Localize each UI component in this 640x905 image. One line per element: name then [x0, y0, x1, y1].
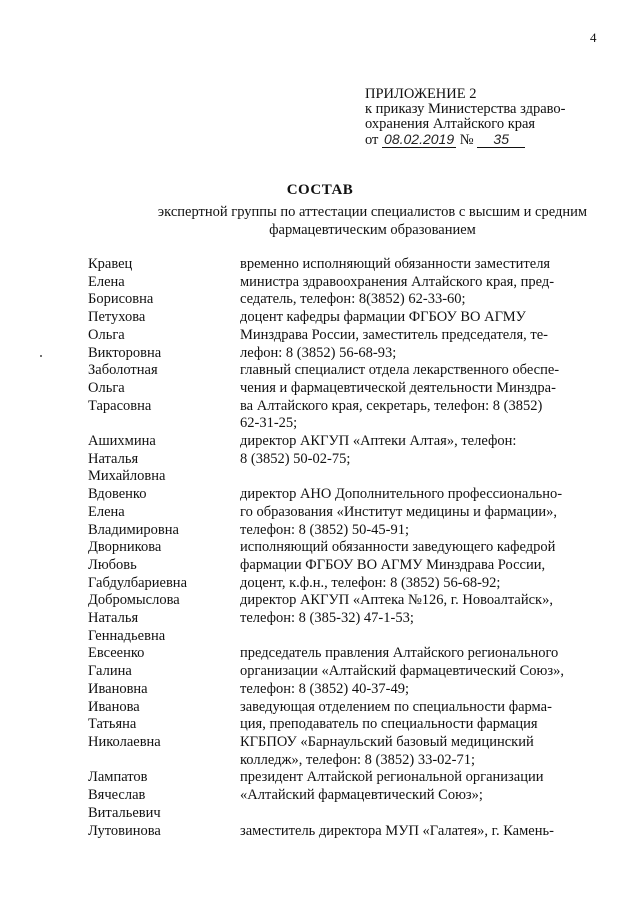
member-description — [240, 256, 585, 309]
member-description-line: директор АКГУП «Аптеки Алтая», телефон: — [240, 433, 517, 450]
member-name — [88, 539, 240, 592]
member-name-line: Геннадьевна — [88, 627, 166, 644]
member-entry — [88, 769, 585, 822]
member-name-line: Петухова — [88, 309, 146, 326]
member-entry — [88, 486, 585, 539]
member-name-line: Владимировна — [88, 521, 179, 538]
page-subtitle — [120, 203, 625, 239]
member-name-line: Вдовенко — [88, 486, 147, 503]
appendix-line-1: к приказу Министерства здраво- — [365, 101, 566, 117]
member-name-line: Борисовна — [88, 291, 154, 308]
member-description-line: «Алтайский фармацевтический Союз»; — [240, 787, 483, 804]
subtitle-line-1: экспертной группы по аттестации специалистов с высшим и средним — [157, 204, 588, 220]
member-description — [240, 645, 585, 698]
date-value: 08.02.2019 — [384, 131, 455, 147]
member-description-line: председатель правления Алтайского регионального — [240, 645, 559, 662]
member-description — [240, 362, 585, 433]
member-description-line: Минздрава России, заместитель председателя, те- — [240, 326, 548, 343]
member-description-line: фармации ФГБОУ ВО АГМУ Минздрава России, — [240, 556, 546, 573]
page-number: 4 — [590, 30, 597, 45]
member-description — [240, 486, 585, 539]
member-entry — [88, 309, 585, 362]
member-name-line: Николаевна — [88, 733, 161, 750]
member-description-line: ва Алтайского края, секретарь, телефон: 8 (3852) — [240, 397, 543, 414]
member-entry — [88, 433, 585, 486]
member-name — [88, 309, 240, 362]
member-name-line: Кравец — [88, 256, 133, 272]
member-description — [240, 539, 585, 592]
date-prefix: от — [365, 132, 379, 148]
member-name-line: Наталья — [88, 450, 139, 467]
member-name — [88, 769, 240, 822]
member-entry — [88, 256, 585, 309]
member-name — [88, 699, 240, 770]
scan-speck — [40, 355, 42, 357]
member-name — [88, 256, 240, 309]
member-description-line: доцент кафедры фармации ФГБОУ ВО АГМУ — [240, 309, 526, 326]
member-name-line: Елена — [88, 273, 125, 290]
member-name — [88, 592, 240, 645]
appendix-header — [365, 87, 565, 148]
member-entry — [88, 539, 585, 592]
member-description-line: директор АНО Дополнительного профессионально- — [240, 486, 563, 503]
member-name — [88, 486, 240, 539]
member-name — [88, 433, 240, 486]
members-list — [88, 256, 585, 840]
member-name-line: Тарасовна — [88, 397, 152, 414]
appendix-line-2: охранения Алтайского края — [365, 116, 536, 132]
member-name-line: Ольга — [88, 379, 125, 396]
member-description-line: телефон: 8 (3852) 50-45-91; — [240, 521, 410, 538]
member-name-line: Вячеслав — [88, 787, 146, 804]
member-description-line: ция, преподаватель по специальности фармация — [240, 716, 538, 733]
member-description-line: КГБПОУ «Барнаульский базовый медицинский — [240, 733, 534, 750]
member-name-line: Галина — [88, 663, 132, 680]
member-description-line: 62-31-25; — [240, 415, 298, 432]
appendix-date-line — [365, 132, 565, 148]
member-description-line: заместитель директора МУП «Галатея», г. Камень- — [240, 822, 554, 839]
subtitle-line-2: фармацевтическим образованием — [269, 222, 476, 238]
member-description-line: заведующая отделением по специальности фарма- — [240, 698, 552, 715]
member-description-line: лефон: 8 (3852) 56-68-93; — [240, 344, 397, 361]
member-entry — [88, 362, 585, 433]
member-description-line: исполняющий обязанности заведующего кафедрой — [240, 539, 556, 556]
number-prefix: № — [459, 132, 474, 148]
member-name-line: Лампатов — [88, 769, 148, 786]
member-description-line: седатель, телефон: 8(3852) 62-33-60; — [240, 291, 466, 308]
page-title: СОСТАВ — [286, 182, 354, 198]
member-description-line: 8 (3852) 50-02-75; — [240, 450, 351, 467]
member-name-line: Евсеенко — [88, 645, 145, 662]
member-description — [240, 823, 585, 841]
member-name-line: Наталья — [88, 610, 139, 627]
member-name-line: Ольга — [88, 326, 125, 343]
member-description-line: го образования «Институт медицины и фармации», — [240, 503, 558, 520]
member-description-line: главный специалист отдела лекарственного обеспе- — [240, 362, 560, 379]
member-name-line: Иванова — [88, 698, 140, 715]
member-description-line: директор АКГУП «Аптека №126, г. Новоалтайск», — [240, 592, 553, 609]
member-description-line: чения и фармацевтической деятельности Минздра- — [240, 379, 556, 396]
member-description-line: президент Алтайской региональной организации — [240, 769, 544, 786]
member-name-line: Габдулбариевна — [88, 574, 188, 591]
member-description-line: колледж», телефон: 8 (3852) 33-02-71; — [240, 751, 476, 768]
member-name-line: Добромыслова — [88, 592, 180, 609]
member-name-line: Ашихмина — [88, 433, 156, 450]
member-description-line: временно исполняющий обязанности заместителя — [240, 256, 551, 272]
appendix-heading: ПРИЛОЖЕНИЕ 2 — [365, 86, 477, 102]
member-entry — [88, 592, 585, 645]
member-description-line: организации «Алтайский фармацевтический Союз», — [240, 663, 564, 680]
member-description — [240, 433, 585, 486]
number-value: 35 — [477, 132, 525, 148]
member-name-line: Заболотная — [88, 362, 158, 379]
member-entry — [88, 645, 585, 698]
member-description-line: доцент, к.ф.н., телефон: 8 (3852) 56-68-92; — [240, 574, 501, 591]
member-description-line: телефон: 8 (385-32) 47-1-53; — [240, 610, 414, 627]
member-name — [88, 362, 240, 433]
member-name-line: Ивановна — [88, 680, 148, 697]
member-name-line: Татьяна — [88, 716, 137, 733]
member-description — [240, 592, 585, 645]
member-description-line: министра здравоохранения Алтайского края, пред- — [240, 273, 555, 290]
member-name — [88, 823, 240, 841]
member-description — [240, 769, 585, 822]
member-name-line: Любовь — [88, 556, 137, 573]
member-name — [88, 645, 240, 698]
member-name-line: Елена — [88, 503, 125, 520]
member-description — [240, 699, 585, 770]
member-name-line: Викторовна — [88, 344, 162, 361]
member-entry — [88, 823, 585, 841]
member-entry — [88, 699, 585, 770]
member-name-line: Лутовинова — [88, 822, 161, 839]
member-name-line: Витальевич — [88, 804, 161, 821]
member-name-line: Дворникова — [88, 539, 162, 556]
member-description-line: телефон: 8 (3852) 40-37-49; — [240, 680, 410, 697]
member-description — [240, 309, 585, 362]
member-name-line: Михайловна — [88, 468, 166, 485]
